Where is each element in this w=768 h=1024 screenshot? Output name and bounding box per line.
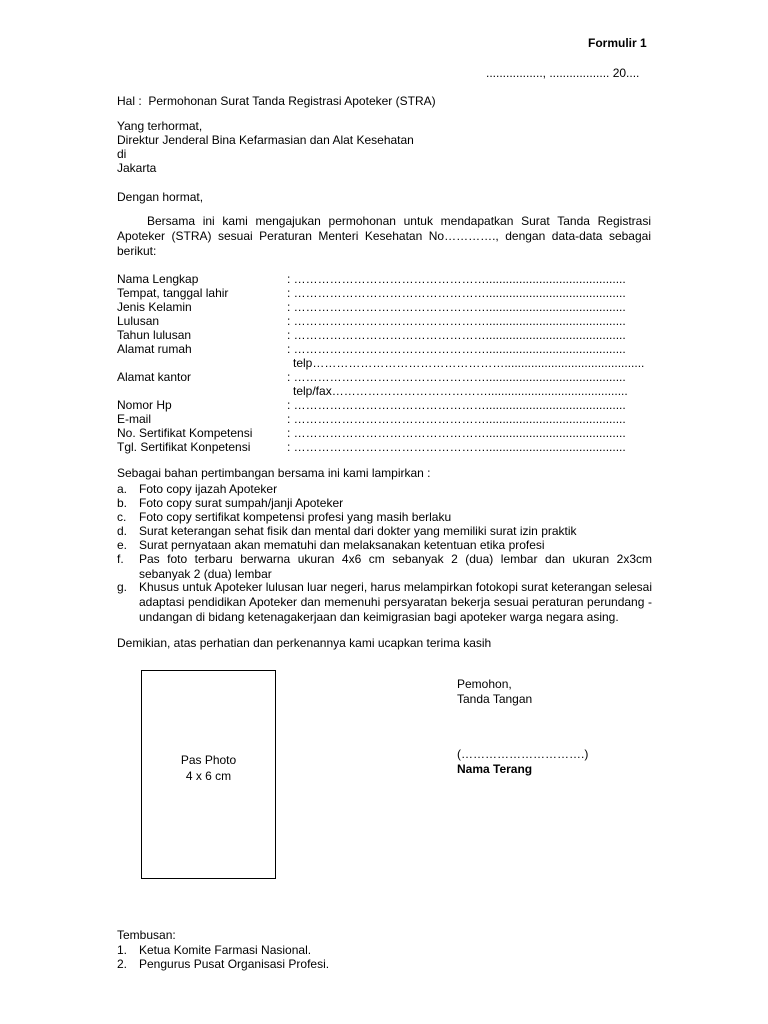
field-label: Tgl. Sertifikat Konpetensi [117,440,251,454]
field-label: Lulusan [117,314,160,328]
tembusan-title: Tembusan: [117,928,176,942]
list-marker: d. [117,524,128,538]
field-label: Tahun lulusan [117,328,192,342]
field-value-blank: : ………………………………………….......................................... [287,300,626,314]
field-label: No. Sertifikat Kompetensi [117,426,253,440]
field-value-blank: : ………………………………………….......................................... [287,412,626,426]
signature-label: Tanda Tangan [457,692,533,706]
recipient-di: di [117,147,127,161]
list-marker: c. [117,510,127,524]
list-marker: e. [117,538,128,552]
list-marker: f. [117,552,124,566]
attachments-intro: Sebagai bahan pertimbangan bersama ini kami lampirkan : [117,466,431,480]
field-label: Jenis Kelamin [117,300,192,314]
list-item: Surat pernyataan akan mematuhi dan melaksanakan ketentuan etika profesi [139,538,545,552]
signature-role: Pemohon, [457,677,512,691]
photo-size: 4 x 6 cm [185,769,232,783]
signature-blank: (………………………….) [457,747,589,761]
list-marker: 1. [117,943,128,957]
list-item: Foto copy ijazah Apoteker [139,482,278,496]
list-item: Ketua Komite Farmasi Nasional. [139,943,312,957]
field-value-blank: : ………………………………………….......................................... [287,328,626,342]
field-value-blank: : ………………………………………….......................................... [287,440,626,454]
field-label: Tempat, tanggal lahir [117,286,229,300]
field-value-blank: : ………………………………………….......................................... [287,286,626,300]
field-value-blank: : ………………………………………….......................................... [287,370,626,384]
signature-name-label: Nama Terang [457,762,533,776]
subject-line [117,94,436,108]
intro-paragraph: Bersama ini kami mengajukan permohonan untuk mendapatkan Surat Tanda Registrasi Apoteker (STRA) sesuai Peraturan Menteri Kesehatan No…………., dengan data-data sebagai berikut: [117,214,651,258]
field-label: Alamat kantor [117,370,192,384]
field-label: Nomor Hp [117,398,172,412]
closing-sentence: Demikian, atas perhatian dan perkenannya kami ucapkan terima kasih [117,636,492,650]
field-value-blank: : ………………………………………….......................................... [287,314,626,328]
list-item: Pas foto terbaru berwarna ukuran 4x6 cm sebanyak 2 (dua) lembar dan ukuran 2x3cm sebanyak 2 (dua) lembar [139,552,652,581]
place-date-line: ................., .................. 20.... [486,66,640,80]
field-label: Nama Lengkap [117,272,199,286]
list-item: Khusus untuk Apoteker lulusan luar negeri, harus melampirkan fotokopi surat keterangan selesai adaptasi pendidikan Apoteker dan memenuhi persyaratan bekerja sesuai peraturan perundang - undangan di bidang ketenagakerjaan dan keimigrasian bagi apoteker warga negara asing. [139,580,652,624]
list-item: Pengurus Pusat Organisasi Profesi. [139,957,330,971]
field-value-blank: : ………………………………………….......................................... [287,272,626,286]
recipient-city: Jakarta [117,161,157,175]
list-item: Surat keterangan sehat fisik dan mental dari dokter yang memiliki surat izin praktik [139,524,577,538]
form-number: Formulir 1 [588,36,647,50]
field-subvalue-blank: telp………………………………………….......................................... [293,356,645,370]
photo-placeholder-box [141,670,276,879]
field-label: E-mail [117,412,152,426]
list-item: Foto copy surat sumpah/janji Apoteker [139,496,344,510]
list-marker: g. [117,580,128,594]
field-value-blank: : ………………………………………….......................................... [287,426,626,440]
field-value-blank: : ………………………………………….......................................... [287,342,626,356]
salutation: Yang terhormat, [117,119,203,133]
list-item: Foto copy sertifikat kompetensi profesi yang masih berlaku [139,510,452,524]
list-marker: 2. [117,957,128,971]
field-subvalue-blank: telp/fax………………………………….......................................... [293,384,628,398]
field-label: Alamat rumah [117,342,192,356]
list-marker: a. [117,482,128,496]
subject-label: Hal : [117,94,142,108]
greeting: Dengan hormat, [117,190,204,204]
photo-label: Pas Photo [180,753,237,767]
list-marker: b. [117,496,128,510]
subject-text: Permohonan Surat Tanda Registrasi Apoteker (STRA) [148,94,436,108]
field-value-blank: : ………………………………………….......................................... [287,398,626,412]
recipient: Direktur Jenderal Bina Kefarmasian dan Alat Kesehatan [117,133,414,147]
